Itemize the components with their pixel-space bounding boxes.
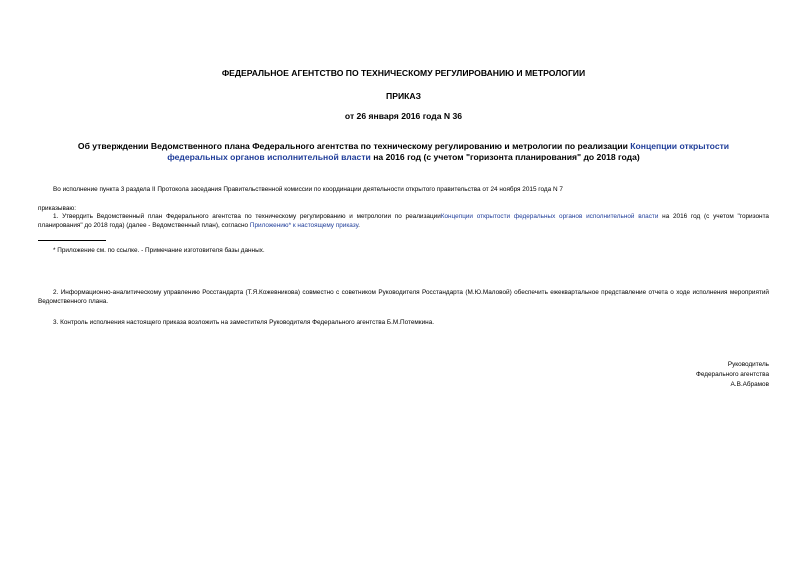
signature-name: А.В.Абрамов (730, 381, 769, 388)
subject-text-end: на 2016 год (с учетом "горизонта планирования" до 2018 года) (370, 152, 640, 162)
item-3-paragraph: 3. Контроль исполнения настоящего приказа возложить на заместителя Руководителя Федерального агентства Б.М.Потемкина. (53, 319, 435, 326)
appendix-link[interactable]: Приложению (249, 222, 289, 229)
appendix-order-link[interactable]: * к настоящему приказу (288, 222, 359, 229)
item-1-concept-link[interactable]: Концепции открытости федеральных органов исполнительной власти (440, 213, 659, 220)
concept-link[interactable]: Концепции открытости федеральных органов исполнительной власти (167, 141, 730, 162)
signature-title: Руководитель (727, 361, 769, 368)
document-page (38, 0, 769, 571)
item-1-text-middle: на 2016 год (с учетом "горизонта планирования" до 2018 года) (далее - Ведомственный план), согласно (38, 213, 769, 229)
document-subject (58, 141, 749, 163)
document-type: ПРИКАЗ (386, 91, 421, 101)
order-word: приказываю: (38, 205, 76, 212)
signature-organization: Федерального агентства (695, 371, 769, 378)
agency-title: ФЕДЕРАЛЬНОЕ АГЕНТСТВО ПО ТЕХНИЧЕСКОМУ РЕГУЛИРОВАНИЮ И МЕТРОЛОГИИ (221, 68, 586, 78)
document-date: от 26 января 2016 года N 36 (344, 111, 463, 121)
item-1-text-end: . (358, 222, 360, 229)
footnote: * Приложение см. по ссылке. - Примечание изготовителя базы данных. (53, 247, 265, 254)
item-1-text-start: 1. Утвердить Ведомственный план Федерального агентства по техническому регулированию и метрологии по реализации (53, 213, 441, 220)
subject-text-start: Об утверждении Ведомственного плана Федерального агентства по техническому регулированию и метрологии по реализации (77, 141, 631, 151)
item-1-paragraph (38, 212, 769, 230)
intro-paragraph: Во исполнение пункта 3 раздела II Протокола заседания Правительственной комиссии по координации деятельности открытого правительства от 24 ноября 2015 года N 7 (53, 186, 563, 193)
item-2-paragraph: 2. Информационно-аналитическому управлению Росстандарта (Т.Я.Кожевникова) совместно с советником Руководителя Росстандарта (М.Ю.Маловой) обеспечить ежеквартальное представление отчета о ходе исполнения мероприятий Ведомственного плана. (38, 289, 769, 305)
footnote-divider (38, 240, 106, 241)
